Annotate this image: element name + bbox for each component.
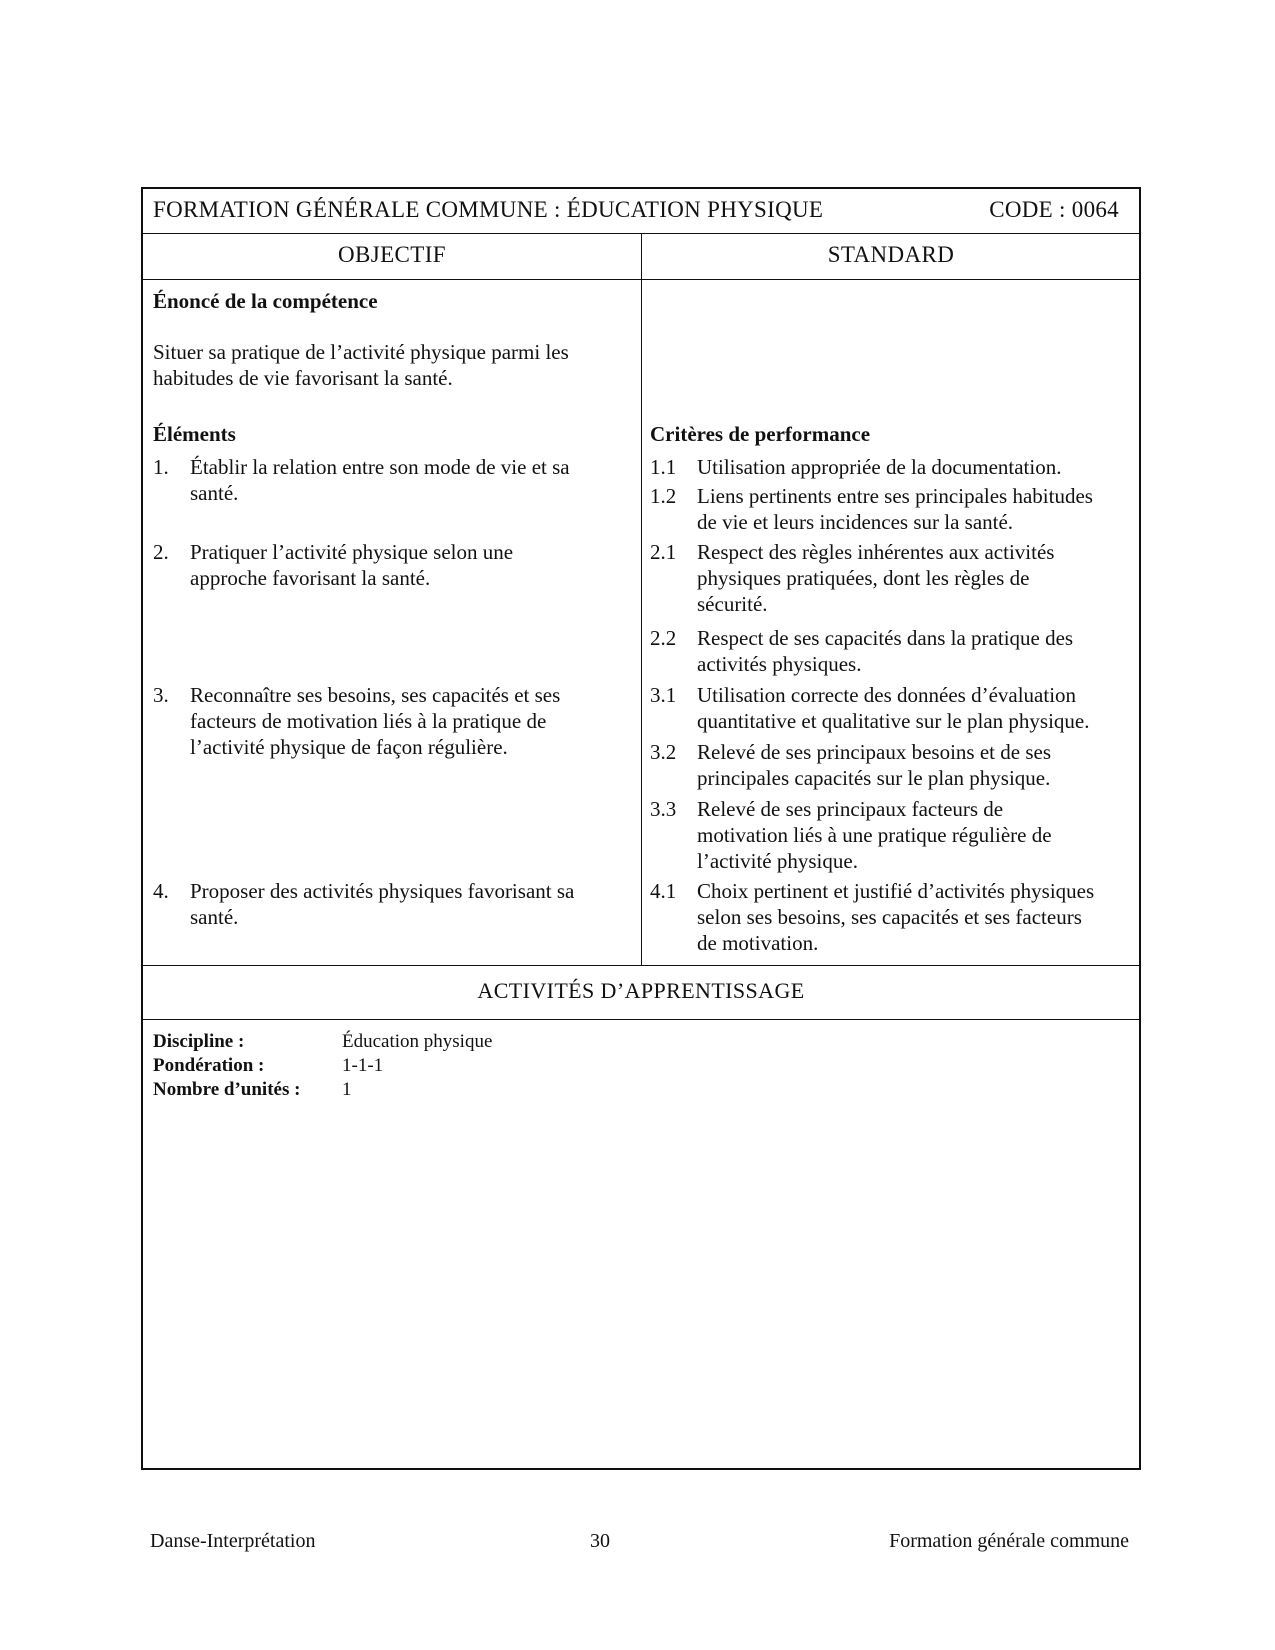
competence-heading: Énoncé de la compétence (153, 289, 378, 313)
element-text-line: santé. (190, 481, 239, 505)
discipline-value: Éducation physique (342, 1031, 493, 1052)
footer-page-number: 30 (590, 1530, 610, 1552)
element-text-line: Pratiquer l’activité physique selon une (190, 540, 514, 564)
activites-heading: ACTIVITÉS D’APPRENTISSAGE (477, 978, 805, 1003)
element-text-line: Reconnaître ses besoins, ses capacités et ses (190, 683, 561, 707)
criterion-text-line: sécurité. (697, 592, 768, 616)
criterion-text-line: de vie et leurs incidences sur la santé. (697, 510, 1014, 534)
elements-heading: Éléments (153, 422, 236, 446)
activites-header (143, 965, 1139, 1020)
criterion-text-line: Utilisation correcte des données d’évaluation (697, 683, 1077, 707)
table-title-bar (143, 189, 1139, 234)
element-number: 1. (153, 455, 169, 479)
criterion-text-line: motivation liés à une pratique régulière de (697, 823, 1052, 847)
unites-value: 1 (342, 1079, 352, 1100)
footer-program: Danse-Interprétation (150, 1530, 316, 1552)
criterion-text-line: de motivation. (697, 931, 819, 955)
criterion-text-line: physiques pratiquées, dont les règles de (697, 566, 1030, 590)
element-number: 3. (153, 683, 169, 707)
criteres-heading: Critères de performance (650, 422, 871, 446)
criterion-text-line: Respect des règles inhérentes aux activités (697, 540, 1055, 564)
criterion-text-line: Liens pertinents entre ses principales habitudes (697, 484, 1093, 508)
standard-header: STANDARD (827, 242, 955, 267)
objectif-header: OBJECTIF (338, 242, 446, 267)
element-text-line: facteurs de motivation liés à la pratique de (190, 709, 547, 733)
ponderation-value: 1-1-1 (342, 1055, 384, 1076)
element-text-line: santé. (190, 905, 239, 929)
unites-label: Nombre d’unités : (153, 1079, 301, 1100)
element-text-line: Proposer des activités physiques favorisant sa (190, 879, 575, 903)
competency-table (141, 187, 1141, 1470)
criterion-number: 4.1 (650, 879, 677, 903)
criterion-text-line: activités physiques. (697, 652, 862, 676)
element-number: 4. (153, 879, 169, 903)
criterion-text-line: Respect de ses capacités dans la pratique des (697, 626, 1074, 650)
element-number: 2. (153, 540, 169, 564)
discipline-label: Discipline : (153, 1031, 245, 1052)
criterion-number: 3.2 (650, 740, 677, 764)
criterion-number: 3.1 (650, 683, 677, 707)
criterion-number: 3.3 (650, 797, 677, 821)
element-text-line: approche favorisant la santé. (190, 566, 431, 590)
criterion-number: 2.1 (650, 540, 677, 564)
footer-section: Formation générale commune (889, 1530, 1129, 1552)
table-title: FORMATION GÉNÉRALE COMMUNE : ÉDUCATION PHYSIQUE (153, 197, 824, 222)
competence-line-1: Situer sa pratique de l’activité physique parmi les (153, 340, 569, 364)
criterion-text-line: l’activité physique. (697, 849, 858, 873)
criterion-number: 1.2 (650, 484, 677, 508)
criterion-text-line: Relevé de ses principaux besoins et de ses (697, 740, 1051, 764)
criterion-text-line: Relevé de ses principaux facteurs de (697, 797, 1004, 821)
ponderation-label: Pondération : (153, 1055, 265, 1076)
criterion-number: 1.1 (650, 455, 677, 479)
criterion-text-line: principales capacités sur le plan physique. (697, 766, 1051, 790)
competence-line-2: habitudes de vie favorisant la santé. (153, 366, 453, 390)
column-divider (641, 233, 642, 965)
element-text-line: Établir la relation entre son mode de vie et sa (190, 455, 570, 479)
criterion-number: 2.2 (650, 626, 677, 650)
criterion-text-line: Choix pertinent et justifié d’activités physiques (697, 879, 1095, 903)
criterion-text-line: selon ses besoins, ses capacités et ses facteurs (697, 905, 1082, 929)
course-code: CODE : 0064 (989, 197, 1119, 222)
criterion-text-line: quantitative et qualitative sur le plan physique. (697, 709, 1090, 733)
element-text-line: l’activité physique de façon régulière. (190, 735, 508, 759)
criterion-text-line: Utilisation appropriée de la documentation. (697, 455, 1062, 479)
